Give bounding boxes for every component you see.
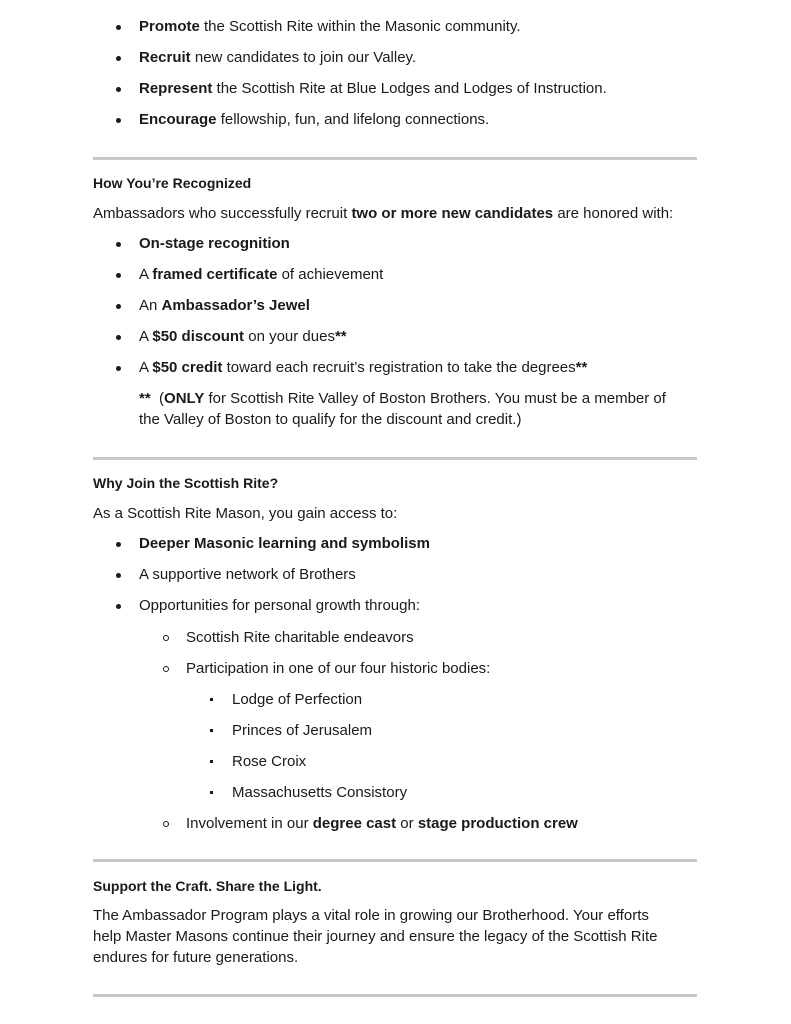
reward-item: A framed certificate of achievement [139, 266, 384, 283]
eligibility-note: ** (ONLY for Scottish Rite Valley of Boston Brothers. You must be a member of [139, 390, 666, 407]
historic-body: Princes of Jerusalem [232, 722, 373, 739]
recognized-heading: How You’re Recognized [93, 175, 252, 191]
historic-body: Massachusetts Consistory [232, 784, 408, 801]
support-paragraph-line: The Ambassador Program plays a vital role in growing our Brotherhood. Your efforts [93, 907, 649, 924]
sub-bullet [163, 821, 169, 827]
eligibility-note-line2: the Valley of Boston to qualify for the discount and credit.) [139, 411, 522, 428]
bullet [116, 366, 121, 371]
section-divider [93, 994, 697, 997]
benefit-item: Deeper Masonic learning and symbolism [139, 535, 430, 552]
historic-body: Lodge of Perfection [232, 691, 363, 708]
bullet [116, 56, 121, 61]
bullet [116, 25, 121, 30]
bullet [116, 118, 121, 123]
bullet [116, 87, 121, 92]
role-item-promote: Promote the Scottish Rite within the Masonic community. [139, 18, 521, 35]
sub-bullet [163, 666, 169, 672]
section-divider [93, 859, 697, 862]
support-paragraph-line: endures for future generations. [93, 949, 299, 966]
reward-item: A $50 credit toward each recruit’s registration to take the degrees** [139, 359, 588, 376]
square-bullet [210, 791, 213, 794]
why-join-heading: Why Join the Scottish Rite? [93, 475, 279, 491]
bullet [116, 542, 121, 547]
bullet [116, 273, 121, 278]
bullet [116, 573, 121, 578]
bullet [116, 604, 121, 609]
recognized-intro: Ambassadors who successfully recruit two or more new candidates are honored with: [93, 205, 674, 222]
section-divider [93, 157, 697, 160]
reward-item: An Ambassador’s Jewel [139, 297, 310, 314]
reward-item: A $50 discount on your dues** [139, 328, 347, 345]
bullet [116, 242, 121, 247]
support-paragraph-line: help Master Masons continue their journey and ensure the legacy of the Scottish Rite [93, 928, 658, 945]
square-bullet [210, 760, 213, 763]
bullet [116, 304, 121, 309]
why-join-intro: As a Scottish Rite Mason, you gain access to: [93, 505, 398, 522]
bullet [116, 335, 121, 340]
square-bullet [210, 698, 213, 701]
sub-bullet [163, 635, 169, 641]
role-item-recruit: Recruit new candidates to join our Valley. [139, 49, 417, 66]
square-bullet [210, 729, 213, 732]
historic-body: Rose Croix [232, 753, 307, 770]
reward-item: On-stage recognition [139, 235, 290, 252]
benefit-item: A supportive network of Brothers [139, 566, 356, 583]
role-item-represent: Represent the Scottish Rite at Blue Lodges and Lodges of Instruction. [139, 80, 607, 97]
growth-item: Participation in one of our four historic bodies: [186, 660, 491, 677]
growth-item: Scottish Rite charitable endeavors [186, 629, 414, 646]
role-item-encourage: Encourage fellowship, fun, and lifelong connections. [139, 111, 490, 128]
support-heading: Support the Craft. Share the Light. [93, 878, 322, 894]
section-divider [93, 457, 697, 460]
growth-item: Involvement in our degree cast or stage production crew [186, 815, 578, 832]
benefit-item: Opportunities for personal growth through: [139, 597, 420, 614]
